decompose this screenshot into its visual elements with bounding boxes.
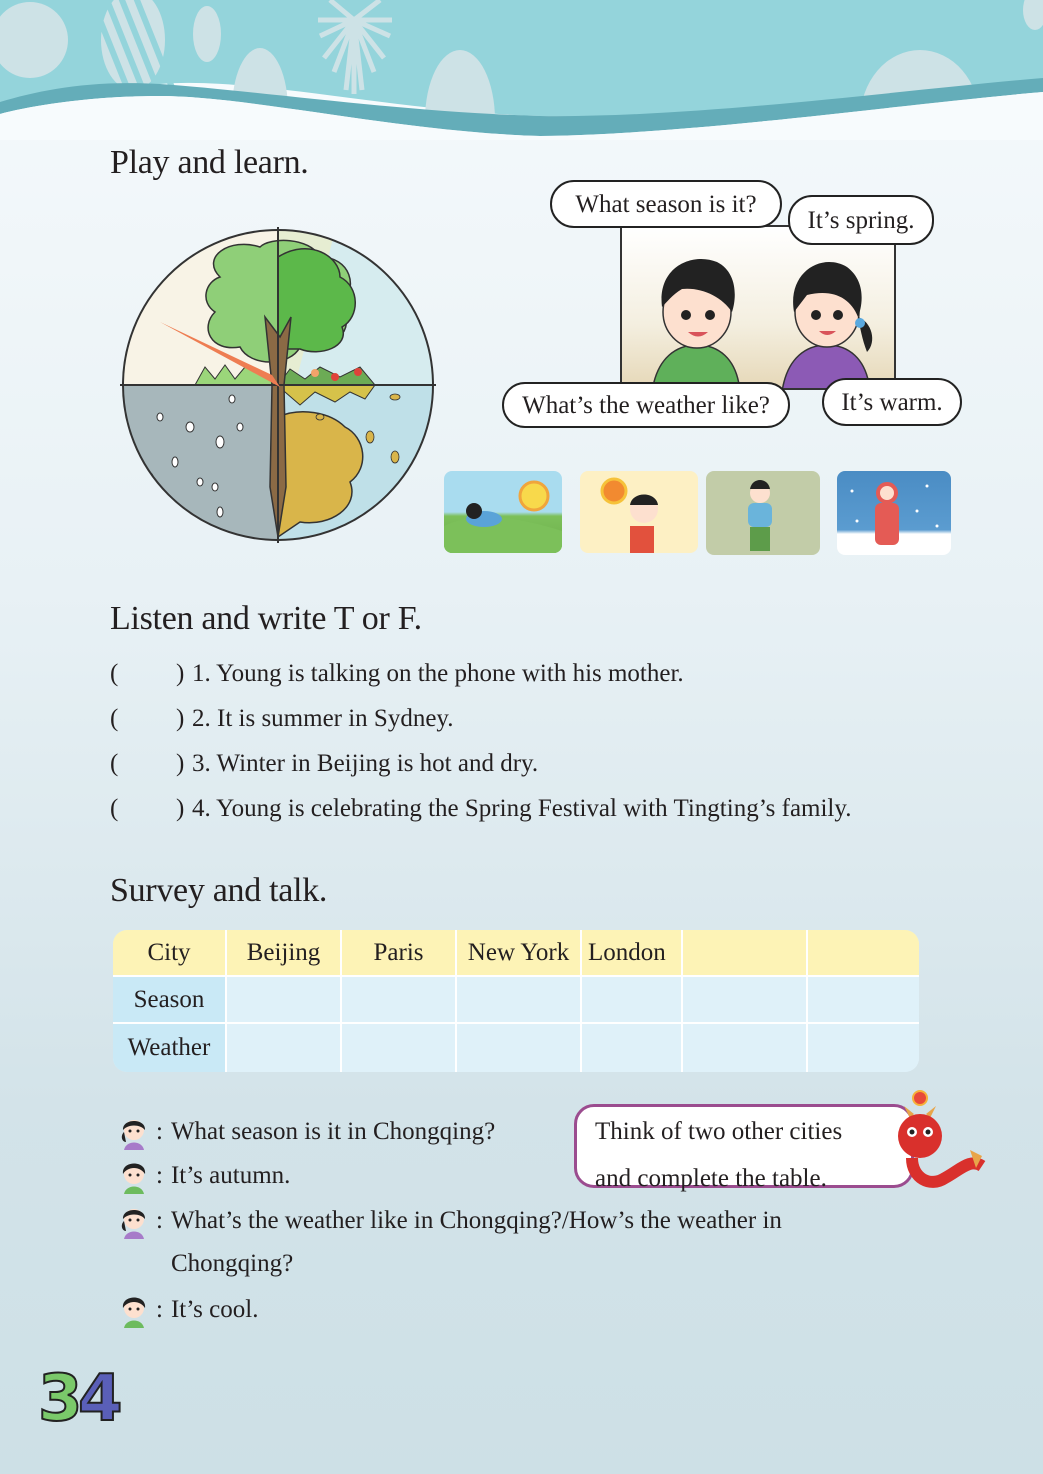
answer-blank-open[interactable]: ( [110, 660, 119, 687]
tf-item-text: 1. Young is talking on the phone with his mother. [192, 660, 684, 687]
answer-blank-open[interactable]: ( [110, 750, 119, 777]
dialogue-text-continued: Chongqing? [171, 1250, 294, 1277]
tf-item-1 [110, 660, 684, 688]
girl-avatar-icon [118, 1203, 150, 1239]
table-cell-input[interactable] [227, 977, 342, 1024]
bubble-its-spring: It’s spring. [788, 195, 934, 245]
dialogue-line [118, 1114, 495, 1150]
tf-item-text: 4. Young is celebrating the Spring Festival with Tingting’s family. [192, 795, 852, 822]
season-wheel[interactable] [120, 227, 436, 543]
dialogue-colon: : [156, 1207, 163, 1234]
boy-figure [652, 259, 740, 390]
answer-blank-open[interactable]: ( [110, 795, 119, 822]
table-header-cell-blank[interactable] [683, 930, 808, 977]
table-cell-input[interactable] [808, 1024, 919, 1072]
answer-blank-close[interactable]: ) [176, 750, 185, 777]
table-cell-input[interactable] [683, 977, 808, 1024]
page-number-badge [38, 1362, 128, 1428]
bubble-what-season: What season is it? [550, 180, 782, 228]
header-decoration [0, 0, 1043, 140]
bubble-whats-the-weather: What’s the weather like? [502, 382, 790, 428]
heading-survey-and-talk: Survey and talk. [110, 872, 328, 909]
boy-avatar-icon [118, 1292, 150, 1328]
dialogue-colon: : [156, 1296, 163, 1323]
dialogue-text: What’s the weather like in Chongqing?/How’s the weather in [170, 1207, 782, 1234]
dialogue-text: It’s autumn. [170, 1162, 291, 1189]
girl-avatar-icon [118, 1114, 150, 1150]
girl-figure [782, 262, 872, 390]
dialogue-text: What season is it in Chongqing? [170, 1118, 496, 1145]
cold-weather-picture[interactable] [837, 471, 951, 555]
table-cell-input[interactable] [342, 977, 457, 1024]
tf-item-2 [110, 705, 454, 733]
table-header-cell: Paris [342, 930, 457, 977]
page-number-4: 4 [78, 1362, 123, 1428]
tf-item-text: 3. Winter in Beijing is hot and dry. [192, 750, 539, 777]
dialogue-illustration [620, 225, 896, 390]
dragon-mascot-icon [890, 1088, 986, 1192]
table-cell-input[interactable] [457, 1024, 582, 1072]
dialogue-line [118, 1158, 290, 1194]
tf-item-text: 2. It is summer in Sydney. [192, 705, 454, 732]
table-header-cell: London [582, 930, 683, 977]
answer-blank-close[interactable]: ) [176, 795, 185, 822]
cool-weather-picture[interactable] [706, 471, 820, 555]
dialogue-colon: : [156, 1118, 163, 1145]
dialogue-line [118, 1292, 258, 1328]
table-cell-input[interactable] [808, 977, 919, 1024]
tf-item-4 [110, 795, 852, 823]
heading-play-and-learn: Play and learn. [110, 144, 309, 181]
note-line-2: and complete the table. [595, 1165, 827, 1192]
dialogue-line [118, 1203, 782, 1239]
table-cell-input[interactable] [457, 977, 582, 1024]
table-cell-input[interactable] [342, 1024, 457, 1072]
table-cell-input[interactable] [683, 1024, 808, 1072]
boy-avatar-icon [118, 1158, 150, 1194]
answer-blank-close[interactable]: ) [176, 705, 185, 732]
table-header-cell-blank[interactable] [808, 930, 919, 977]
page-number-3: 3 [38, 1362, 83, 1428]
table-row-label: Season [113, 977, 227, 1024]
warm-weather-picture[interactable] [444, 471, 562, 553]
table-header-cell: New York [457, 930, 582, 977]
table-header-cell: City [113, 930, 227, 977]
hot-weather-picture[interactable] [580, 471, 698, 553]
table-header-cell: Beijing [227, 930, 342, 977]
dialogue-text: It’s cool. [170, 1296, 259, 1323]
dialogue-colon: : [156, 1162, 163, 1189]
instruction-note [574, 1104, 914, 1192]
table-cell-input[interactable] [582, 1024, 683, 1072]
answer-blank-close[interactable]: ) [176, 660, 185, 687]
table-cell-input[interactable] [582, 977, 683, 1024]
bubble-its-warm: It’s warm. [822, 378, 962, 426]
answer-blank-open[interactable]: ( [110, 705, 119, 732]
table-row-label: Weather [113, 1024, 227, 1072]
tf-item-3 [110, 750, 539, 778]
note-line-1: Think of two other cities [595, 1118, 843, 1145]
table-cell-input[interactable] [227, 1024, 342, 1072]
heading-listen-and-write: Listen and write T or F. [110, 600, 422, 637]
survey-table [113, 930, 919, 1072]
